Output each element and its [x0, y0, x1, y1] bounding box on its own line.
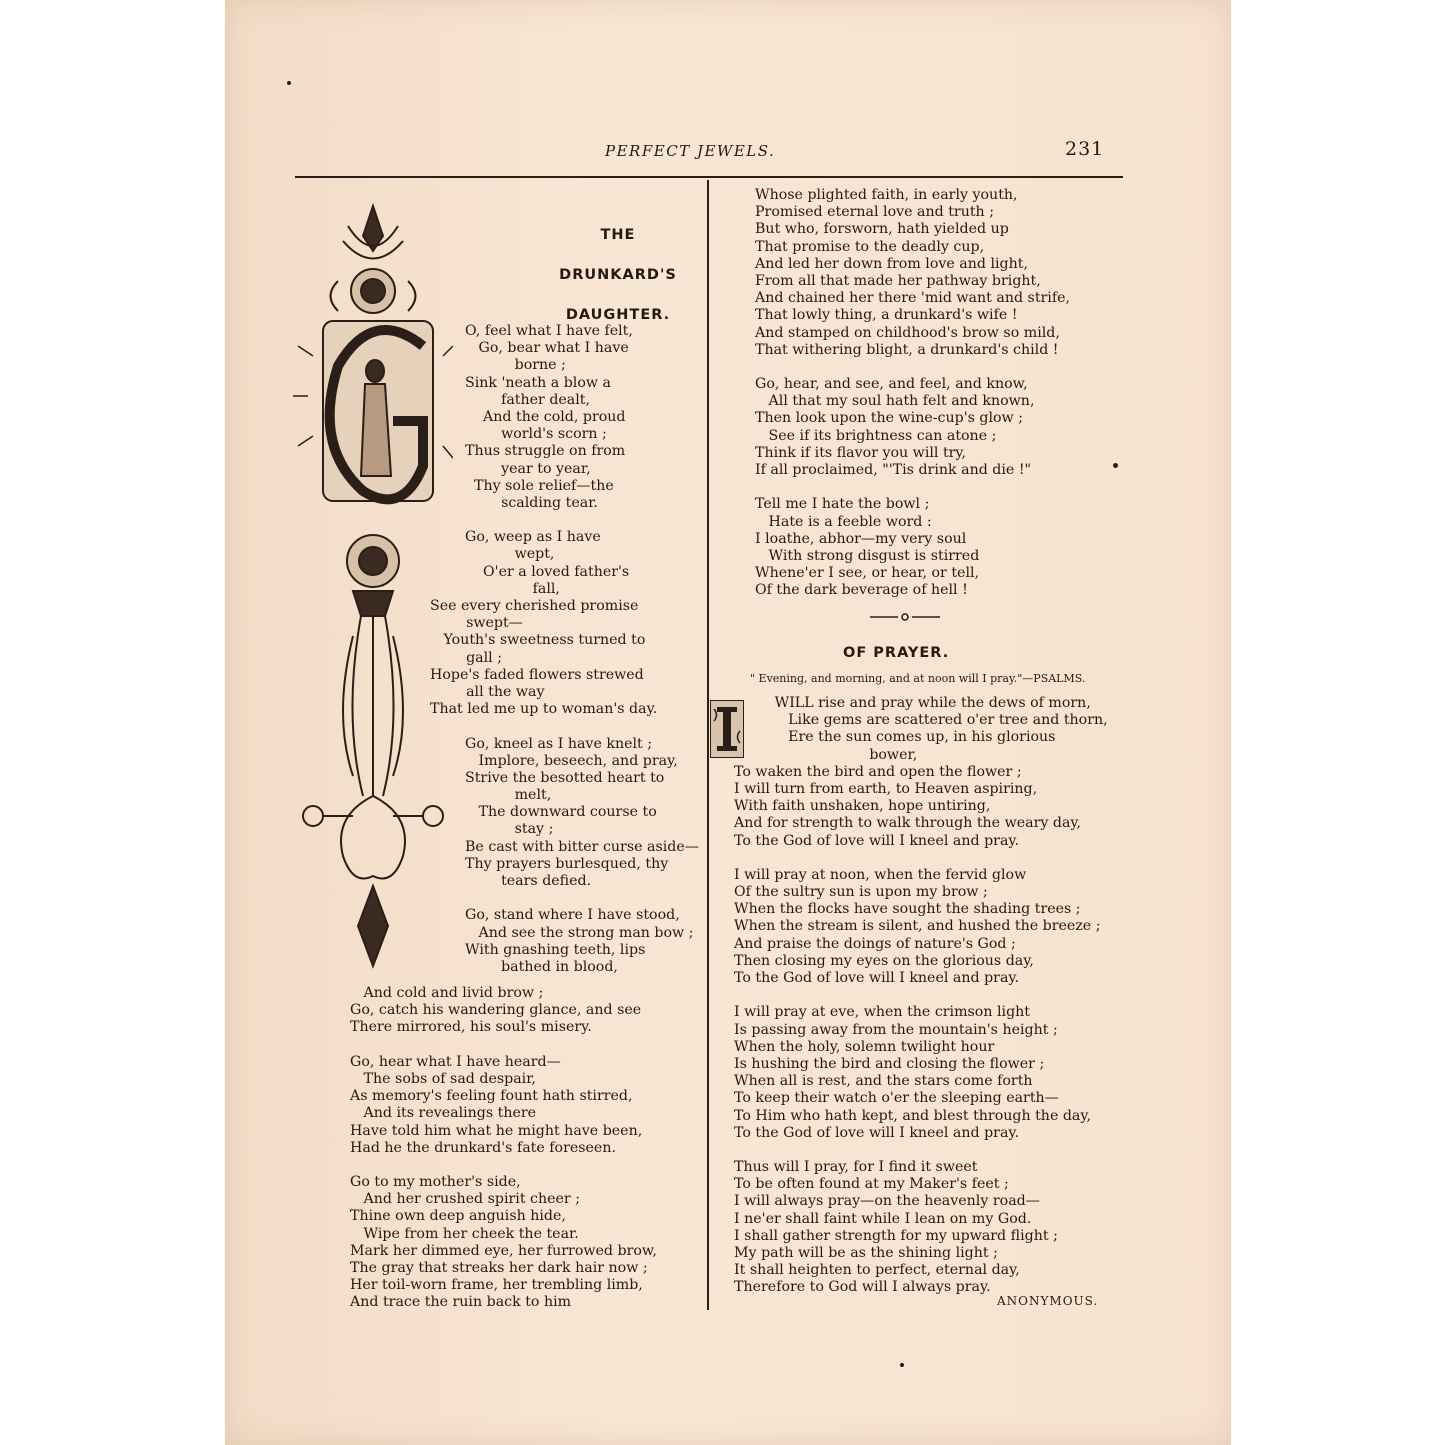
poem-line: When all is rest, and the stars come forth [725, 1073, 1033, 1090]
poem-line: With faith unshaken, hope untiring, [725, 798, 991, 815]
poem-line: As memory's feeling fount hath stirred, [350, 1088, 633, 1105]
poem-line: And stamped on childhood's brow so mild, [755, 324, 1060, 341]
poem-line: Her toil-worn frame, her trembling limb, [350, 1277, 643, 1294]
poem-line: Thus struggle on from [465, 443, 626, 460]
poem-line: See if its brightness can atone ; [755, 427, 997, 444]
poem-line: Like gems are scattered o'er tree and thorn, [725, 712, 1108, 729]
poem-line: That promise to the deadly cup, [755, 238, 985, 255]
poem2-epigraph: " Evening, and morning, and at noon will I pray."—PSALMS. [750, 672, 1086, 685]
poem-line: I shall gather strength for my upward flight ; [725, 1227, 1058, 1244]
poem-line: When the flocks have sought the shading trees ; [725, 901, 1081, 918]
poem-line: And led her down from love and light, [755, 255, 1028, 272]
page-number: 231 [1065, 138, 1105, 160]
poem-line: Promised eternal love and truth ; [755, 204, 994, 221]
poem-line: Youth's sweetness turned to [430, 632, 646, 649]
poem-line: To Him who hath kept, and blest through the day, [725, 1107, 1092, 1124]
poem-line: To the God of love will I kneel and pray. [725, 1124, 1020, 1141]
poem-line: stay ; [465, 821, 554, 838]
poem-line: Have told him what he might have been, [350, 1122, 643, 1139]
poem-line: Go, stand where I have stood, [465, 907, 680, 924]
poem2-signature: ANONYMOUS. [997, 1294, 1099, 1308]
title-line-3: DAUGHTER. [565, 307, 671, 323]
poem-line: O'er a loved father's [465, 563, 630, 580]
poem1-narrow-stanzas [430, 323, 699, 976]
poem-line: There mirrored, his soul's misery. [350, 1019, 592, 1036]
poem-line: wept, [465, 546, 555, 563]
poem-line: It shall heighten to perfect, eternal day, [725, 1262, 1020, 1279]
poem-line: borne ; [465, 357, 566, 374]
poem2-title: OF PRAYER. [843, 645, 950, 661]
column-rule [707, 180, 709, 1310]
poem-line: That withering blight, a drunkard's child ! [755, 341, 1059, 358]
poem-line: And cold and livid brow ; [350, 985, 544, 1001]
stanza-gap [350, 1037, 657, 1054]
poem-line: Implore, beseech, and pray, [465, 752, 678, 769]
poem-line: I ne'er shall faint while I lean on my God. [725, 1210, 1032, 1227]
poem-line: bower, [725, 746, 918, 763]
poem-line: And for strength to walk through the weary day, [725, 815, 1082, 832]
poem-line: Is passing away from the mountain's height ; [725, 1021, 1058, 1038]
poem-line: From all that made her pathway bright, [755, 272, 1041, 289]
poem-line: bathed in blood, [465, 958, 618, 975]
print-speck [1113, 463, 1118, 468]
poem-line: Be cast with bitter curse aside— [465, 838, 699, 855]
poem-line: Go, hear what I have heard— [350, 1053, 561, 1070]
poem-line: year to year, [465, 460, 591, 477]
ornament-illustration [293, 196, 453, 976]
poem-line: And trace the ruin back to him [350, 1294, 572, 1311]
poem-line: And see the strong man bow ; [465, 924, 694, 941]
poem-line: That led me up to woman's day. [430, 701, 658, 718]
poem-line: When the holy, solemn twilight hour [725, 1038, 995, 1055]
poem-line: But who, forsworn, hath yielded up [755, 221, 1009, 238]
poem-line: The downward course to [465, 804, 657, 821]
running-head [225, 138, 1231, 166]
poem1-full-stanzas [350, 985, 657, 1312]
poem-line: The gray that streaks her dark hair now ; [350, 1260, 648, 1276]
poem-line: fall, [465, 580, 560, 597]
stanza-gap [465, 512, 699, 529]
poem-line: See every cherished promise [430, 598, 639, 614]
running-title: PERFECT JEWELS. [605, 142, 776, 160]
poem-line: O, feel what I have felt, [465, 323, 633, 339]
stanza-gap [465, 718, 699, 735]
book-page [225, 0, 1231, 1445]
poem-line: To the God of love will I kneel and pray. [725, 970, 1020, 986]
poem-line: tears defied. [465, 873, 592, 889]
poem-line: Think if its flavor you will try, [755, 444, 967, 461]
poem-line: WILL rise and pray while the dews of morn, [725, 695, 1091, 711]
print-speck [287, 81, 291, 85]
poem-line: When the stream is silent, and hushed the breeze ; [725, 918, 1101, 935]
poem-line: And chained her there 'mid want and strife, [755, 290, 1071, 307]
poem-line: Thy prayers burlesqued, thy [465, 855, 669, 872]
poem-line: gall ; [430, 649, 502, 666]
header-rule [295, 176, 1123, 178]
poem-line: swept— [430, 615, 523, 632]
poem-line: melt, [465, 787, 552, 804]
poem-line: My path will be as the shining light ; [725, 1245, 998, 1261]
title-line-2: DRUNKARD'S [559, 267, 677, 283]
poem-line: To be often found at my Maker's feet ; [725, 1176, 1009, 1193]
poem-line: all the way [430, 683, 545, 700]
poem1-continuation [755, 187, 1070, 600]
title-line-1: THE [600, 227, 636, 243]
poem-line: With strong disgust is stirred [755, 547, 980, 564]
poem-line: I will pray at eve, when the crimson light [725, 1004, 1030, 1021]
poem-line: To the God of love will I kneel and pray. [725, 832, 1020, 849]
poem-line: With gnashing teeth, lips [465, 941, 646, 958]
poem-line: I loathe, abhor—my very soul [755, 530, 967, 547]
poem-line: All that my soul hath felt and known, [755, 393, 1035, 410]
stanza-gap [465, 890, 699, 907]
poem-line: Whose plighted faith, in early youth, [755, 187, 1018, 203]
poem-line: Go, catch his wandering glance, and see [350, 1002, 642, 1019]
poem-line: I will turn from earth, to Heaven aspiring, [725, 780, 1038, 797]
poem-line: Thy sole relief—the [465, 477, 614, 494]
poem-line: world's scorn ; [465, 426, 607, 443]
section-divider [870, 612, 940, 622]
poem-line: Tell me I hate the bowl ; [755, 496, 930, 513]
poem2-body [725, 695, 1108, 1297]
poem-line: Thus will I pray, for I find it sweet [725, 1159, 978, 1176]
poem-line: Hope's faded flowers strewed [430, 666, 644, 683]
poem-line: That lowly thing, a drunkard's wife ! [755, 307, 1018, 324]
poem-line: I will pray at noon, when the fervid glow [725, 866, 1027, 883]
stanza-gap [725, 987, 1108, 1004]
poem-line: Had he the drunkard's fate foreseen. [350, 1139, 616, 1156]
poem-line: Then closing my eyes on the glorious day, [725, 952, 1034, 969]
poem-line: Go, weep as I have [465, 529, 601, 546]
poem-line: Therefore to God will I always pray. [725, 1279, 991, 1296]
poem-line: scalding tear. [465, 494, 598, 511]
ornamental-initial-g [293, 196, 453, 976]
poem-line: Then look upon the wine-cup's glow ; [755, 410, 1023, 427]
print-speck [900, 1363, 904, 1367]
poem-line: Ere the sun comes up, in his glorious [725, 729, 1056, 746]
poem-line: I will always pray—on the heavenly road— [725, 1193, 1040, 1210]
poem-line: Go to my mother's side, [350, 1174, 521, 1191]
poem-line: Of the sultry sun is upon my brow ; [725, 884, 988, 901]
stanza-gap [725, 1142, 1108, 1159]
poem-line: And the cold, proud [465, 408, 626, 425]
poem-line: Hate is a feeble word : [755, 513, 932, 530]
poem-line: Whene'er I see, or hear, or tell, [755, 565, 980, 582]
poem-line: And her crushed spirit cheer ; [350, 1191, 580, 1208]
poem-line: And its revealings there [350, 1105, 537, 1122]
poem-line: Strive the besotted heart to [465, 769, 665, 786]
poem-line: The sobs of sad despair, [350, 1070, 536, 1087]
poem-line: Is hushing the bird and closing the flower ; [725, 1055, 1045, 1072]
poem-line: And praise the doings of nature's God ; [725, 935, 1016, 952]
poem-line: father dealt, [465, 391, 590, 408]
stanza-gap [755, 479, 1070, 496]
stanza-gap [725, 850, 1108, 867]
poem-line: Thine own deep anguish hide, [350, 1208, 566, 1225]
poem-line: Sink 'neath a blow a [465, 374, 611, 391]
poem-line: Go, hear, and see, and feel, and know, [755, 376, 1028, 393]
poem-line: To keep their watch o'er the sleeping earth— [725, 1090, 1059, 1107]
stanza-gap [350, 1157, 657, 1174]
stanza-gap [755, 359, 1070, 376]
poem-line: Mark her dimmed eye, her furrowed brow, [350, 1242, 657, 1259]
poem-line: Of the dark beverage of hell ! [755, 582, 968, 599]
poem-line: Wipe from her cheek the tear. [350, 1225, 579, 1242]
poem-line: Go, kneel as I have knelt ; [465, 735, 653, 752]
poem1-title [523, 215, 713, 335]
poem-line: If all proclaimed, "'Tis drink and die !" [755, 462, 1032, 478]
poem-line: Go, bear what I have [465, 340, 629, 357]
poem-line: To waken the bird and open the flower ; [725, 763, 1022, 780]
